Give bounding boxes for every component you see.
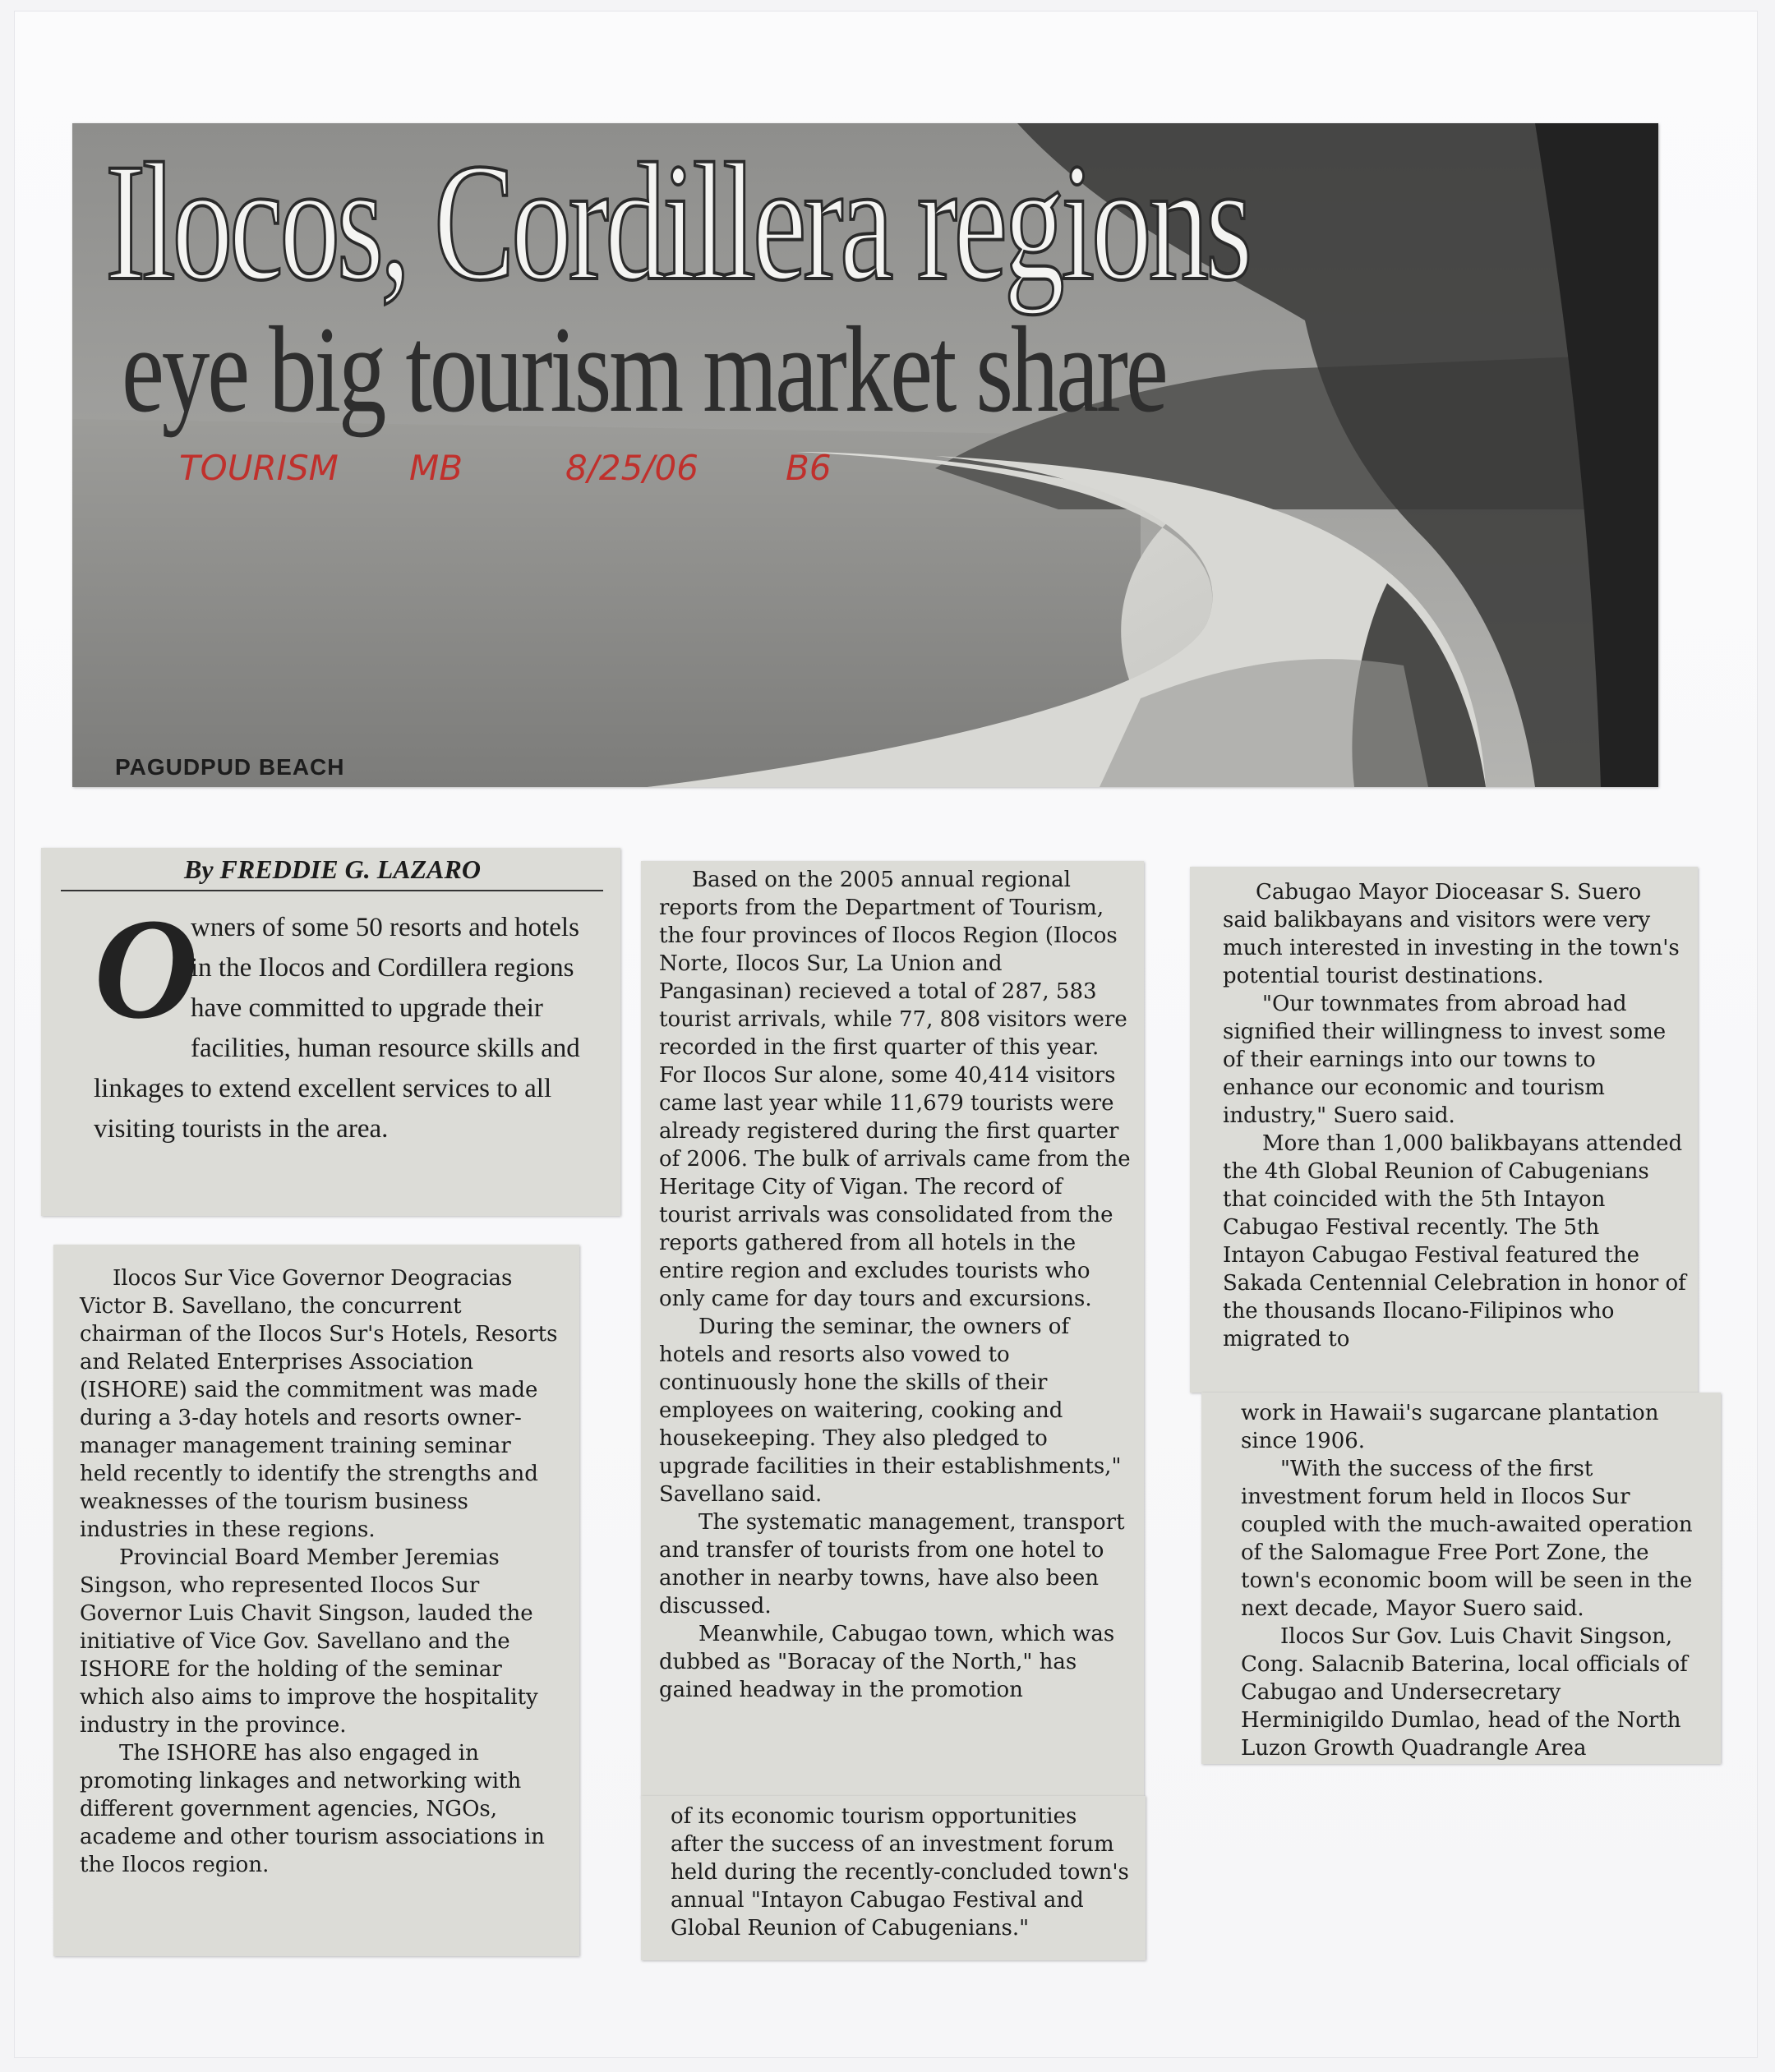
col1-paragraph-1: Ilocos Sur Vice Governor Deogracias Victor B. Savellano, the concurrent chairman of the Ilocos Sur's Hotels, Resorts and Related Enterprises Association (ISHORE) said the commitment was made during a 3-day hotels and resorts owner-manager management training seminar held recently to identify the strengths and weaknesses of the tourism business industries in these regions.	[80, 1266, 558, 1542]
col3-paragraph-1: Cabugao Mayor Dioceasar S. Suero said balikbayans and visitors were very much interested in investing in the town's potential tourist destinations.	[1223, 880, 1680, 988]
headline-photo-clipping	[72, 123, 1658, 787]
col2-paragraph-5: of its economic tourism opportunities after the success of an investment forum held during the recently-concluded town's annual "Intayon Cabugao Festival and Global Reunion of Cabugenians."	[671, 1804, 1129, 1941]
headline-line-1: Ilocos, Cordillera regions	[105, 129, 1250, 315]
lead-paragraph	[61, 889, 603, 1149]
handwritten-page: B6	[786, 448, 832, 488]
lead-text: wners of some 50 resorts and hotels in the Ilocos and Cordillera regions have committed to upgrade their facilities, human resource skills and linkages to extend excellent services to all visiting tourists in the area.	[94, 913, 580, 1144]
photo-caption: PAGUDPUD BEACH	[115, 754, 345, 780]
drop-cap: O	[94, 889, 199, 1049]
col2-paragraph-4: Meanwhile, Cabugao town, which was dubbed as "Boracay of the North," has gained headway in the promotion	[659, 1622, 1115, 1702]
lead-clipping	[41, 848, 620, 1216]
col3-paragraph-4: work in Hawaii's sugarcane plantation since 1906.	[1241, 1401, 1659, 1453]
column-3-bottom-clipping	[1201, 1393, 1721, 1764]
handwritten-section: TOURISM	[179, 448, 339, 488]
byline: By FREDDIE G. LAZARO	[61, 854, 603, 891]
column-2-top-clipping	[641, 861, 1144, 1798]
col3-paragraph-5: "With the success of the first investment forum held in Ilocos Sur coupled with the much-awaited operation of the Salomague Free Port Zone, the town's economic boom will be seen in the next decade, Mayor Suero said.	[1241, 1457, 1693, 1621]
col3-paragraph-3: More than 1,000 balikbayans attended the 4th Global Reunion of Cabugenians that coincided with the 5th Intayon Cabugao Festival recently. The 5th Intayon Cabugao Festival featured the Sakada Centennial Celebration in honor of the thousands Ilocano-Filipinos who migrated to	[1223, 1131, 1686, 1351]
column-1-clipping	[53, 1245, 579, 1956]
handwritten-paper: MB	[409, 448, 463, 488]
col2-paragraph-1: Based on the 2005 annual regional reports from the Department of Tourism, the four provinces of Ilocos Region (Ilocos Norte, Ilocos Sur, La Union and Pangasinan) recieved a total of 287, 583 tourist arrivals, while 77, 808 visitors were recorded in the first quarter of this year. For Ilocos Sur alone, some 40,414 visitors came last year while 11,679 tourists were already registered during the first quarter of 2006. The bulk of arrivals came from the Heritage City of Vigan. The record of tourist arrivals was consolidated from the reports gathered from all hotels in the entire region and excludes tourists who only came for day tours and excursions.	[659, 868, 1131, 1311]
headline-line-2: eye big tourism market share	[122, 302, 1166, 438]
col3-paragraph-6: Ilocos Sur Gov. Luis Chavit Singson, Cong. Salacnib Baterina, local officials of Cabugao and Undersecretary Herminigildo Dumlao, head of the North Luzon Growth Quadrangle Area	[1241, 1624, 1688, 1761]
handwritten-date: 8/25/06	[565, 448, 698, 488]
column-2-bottom-clipping	[641, 1796, 1146, 1960]
col1-paragraph-3: The ISHORE has also engaged in promoting linkages and networking with different government agencies, NGOs, academe and other tourism associations in the Ilocos region.	[80, 1741, 545, 1877]
col1-paragraph-2: Provincial Board Member Jeremias Singson, who represented Ilocos Sur Governor Luis Chavit Singson, lauded the initiative of Vice Gov. Savellano and the ISHORE for the holding of the seminar which also aims to improve the hospitality industry in the province.	[80, 1545, 538, 1738]
column-3-top-clipping	[1190, 867, 1698, 1393]
col2-paragraph-2: During the seminar, the owners of hotels and resorts also vowed to continuously hone the skills of their employees on waitering, cooking and housekeeping. They also pledged to upgrade facilities in their establishments," Savellano said.	[659, 1315, 1122, 1507]
col2-paragraph-3: The systematic management, transport and transfer of tourists from one hotel to another in nearby towns, have also been discussed.	[659, 1510, 1125, 1618]
col3-paragraph-2: "Our townmates from abroad had signified their willingness to invest some of their earnings into our towns to enhance our economic and tourism industry," Suero said.	[1223, 992, 1667, 1128]
